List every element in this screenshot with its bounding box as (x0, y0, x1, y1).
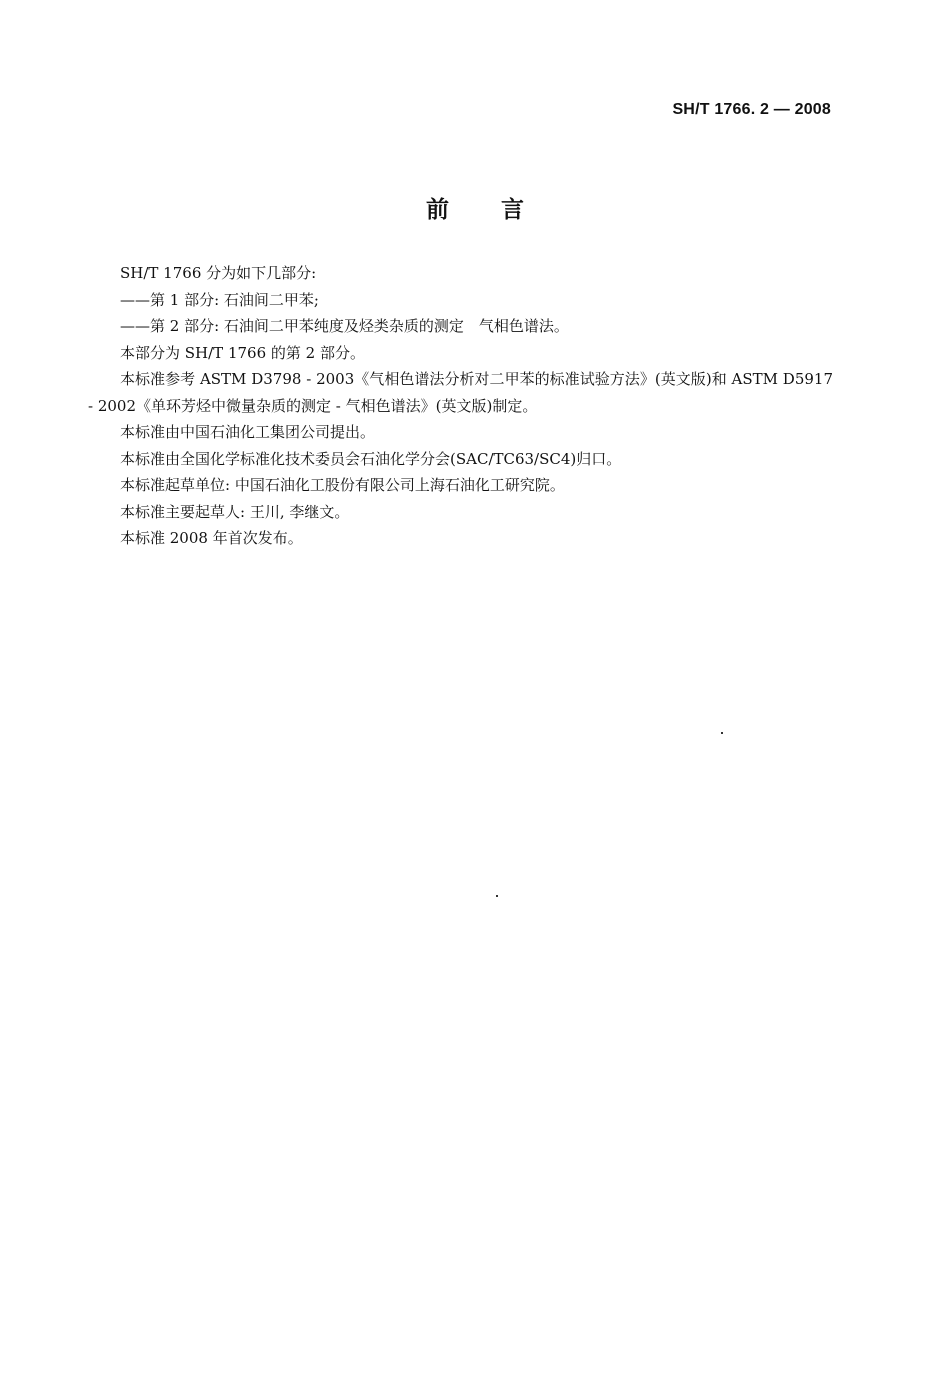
paragraph-parts-intro: SH/T 1766 分为如下几部分: (120, 264, 317, 282)
paragraph-part-1: ——第 1 部分: 石油间二甲苯; (120, 290, 319, 309)
title-char-2: 言 (501, 197, 524, 223)
paragraph-committee: 本标准由全国化学标准化技术委员会石油化学分会(SAC/TC63/SC4)归口。 (120, 449, 622, 468)
paragraph-drafting-unit: 本标准起草单位: 中国石油化工股份有限公司上海石油化工研究院。 (120, 476, 565, 494)
standard-code: SH/T 1766. 2 — 2008 (672, 101, 831, 118)
paragraph-proposer: 本标准由中国石油化工集团公司提出。 (120, 423, 376, 441)
foreword-body (88, 260, 838, 552)
paragraph-this-part: 本部分为 SH/T 1766 的第 2 部分。 (120, 343, 365, 362)
scan-speck (721, 732, 723, 734)
paragraph-first-release: 本标准 2008 年首次发布。 (120, 529, 303, 547)
paragraph-drafters: 本标准主要起草人: 王川, 李继文。 (120, 502, 350, 521)
scan-speck (496, 895, 498, 897)
title-char-1: 前 (426, 197, 449, 223)
page-title (0, 191, 950, 224)
paragraph-part-2: ——第 2 部分: 石油间二甲苯纯度及烃类杂质的测定 气相色谱法。 (120, 317, 569, 335)
paragraph-references: 本标准参考 ASTM D3798 - 2003《气相色谱法分析对二甲苯的标准试验方法》(英文版)和 ASTM D5917 - 2002《单环芳烃中微量杂质的测定 - 气相色谱法》(英文版)制定。 (88, 370, 838, 415)
